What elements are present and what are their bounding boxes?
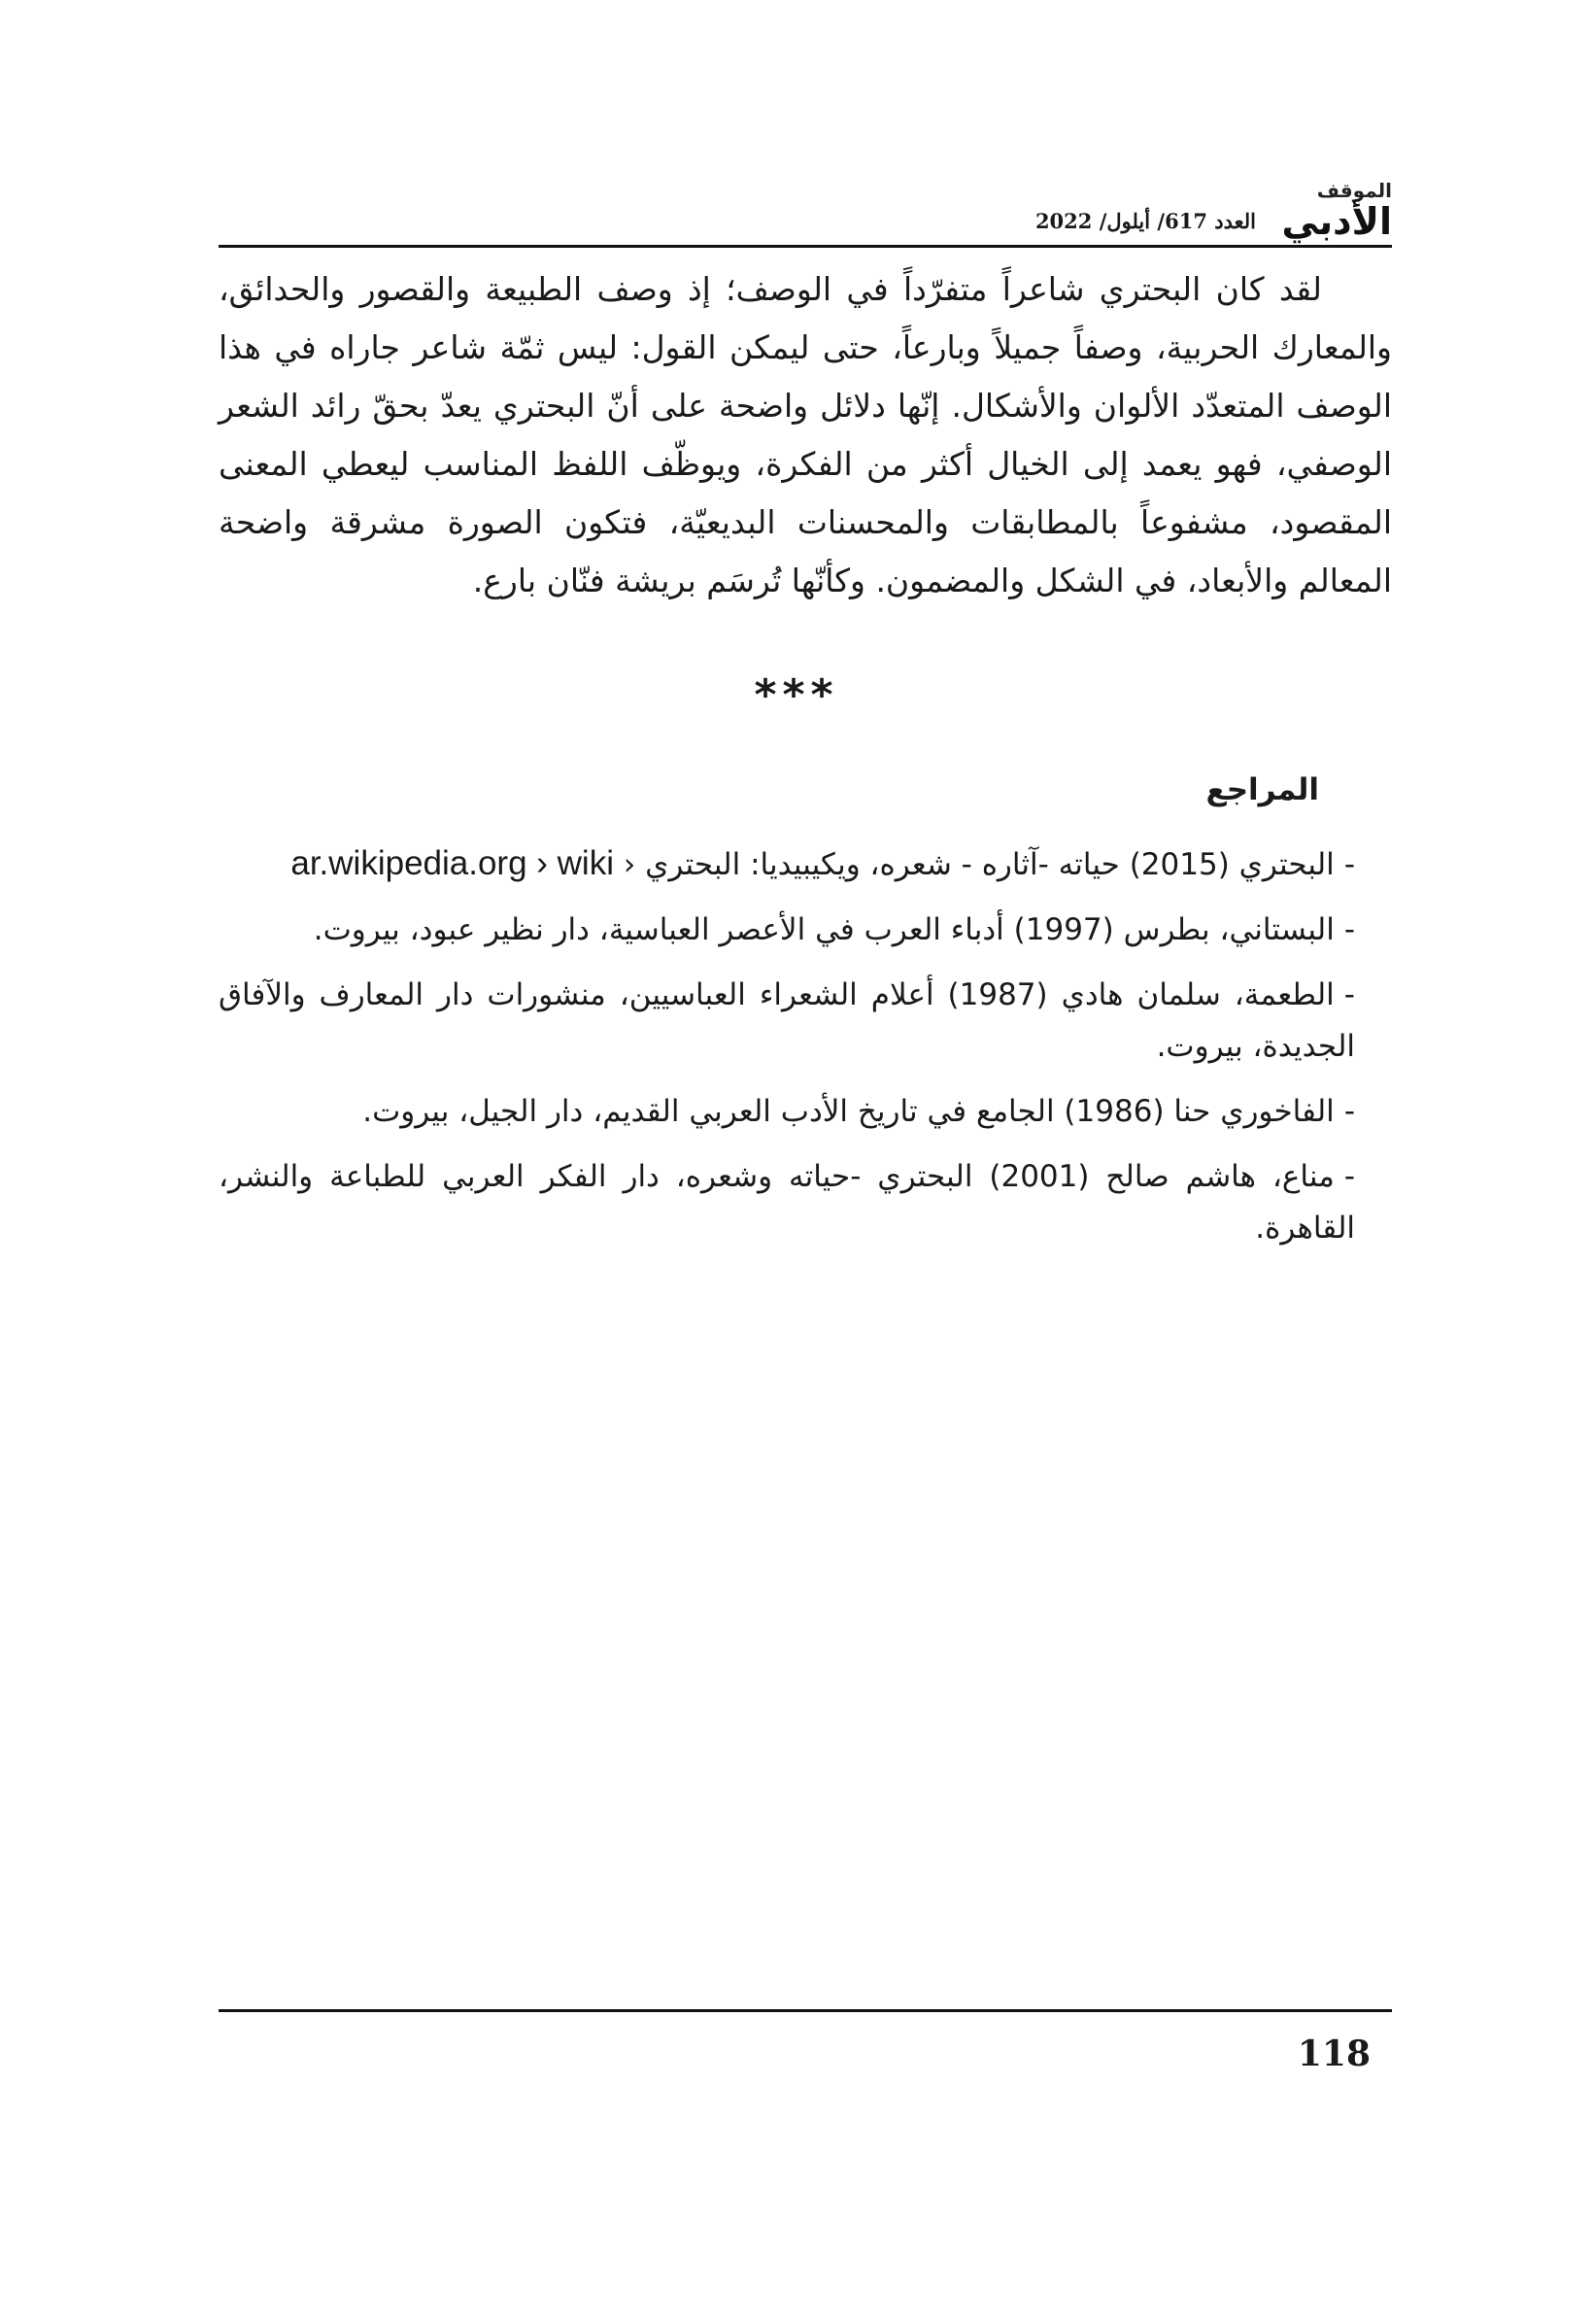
reference-bullet: -	[1343, 1094, 1355, 1129]
header-divider	[219, 245, 1392, 248]
article-paragraph: لقد كان البحتري شاعراً متفرّداً في الوصف؛ إذ وصف الطبيعة والقصور والحدائق، والمعارك الحربية، وصفاً جميلاً وبارعاً، حتى ليمكن القول: ليس ثمّة شاعر جاراه في هذا الوصف المتعدّد الألوان والأشكال. إنّها دلائل واضحة على أنّ البحتري يعدّ بحقّ رائد الشعر الوصفي، فهو يعمد إلى الخيال أكثر من الفكرة، ويوظّف اللفظ المناسب ليعطي المعنى المقصود، مشفوعاً بالمطابقات والمحسنات البديعيّة، فتكون الصورة مشرقة واضحة المعالم والأبعاد، في الشكل والمضمون. وكأنّها تُرسَم بريشة فنّان بارع.	[219, 270, 1392, 599]
reference-item	[219, 1086, 1355, 1138]
references-title: المراجع	[1205, 772, 1319, 807]
reference-bullet: -	[1343, 847, 1355, 882]
article-body	[219, 260, 1392, 610]
reference-text: البستاني، بطرس (1997) أدباء العرب في الأعصر العباسية، دار نظير عبود، بيروت.	[313, 912, 1335, 947]
reference-item	[219, 905, 1355, 956]
reference-url: ar.wikipedia.org › wiki	[290, 844, 614, 882]
reference-bullet: -	[1343, 912, 1355, 947]
logo-top-text: الموقف	[1316, 179, 1392, 202]
magazine-logo	[1275, 180, 1392, 248]
references-list	[219, 837, 1355, 1268]
reference-bullet: -	[1343, 1159, 1355, 1194]
logo-main-text: الأدبي	[1281, 200, 1392, 243]
reference-text: البحتري (2015) حياته -آثاره - شعره، ويكيبيديا: البحتري ‹	[623, 847, 1335, 882]
reference-text: الطعمة، سلمان هادي (1987) أعلام الشعراء العباسيين، منشورات دار المعارف والآفاق الجديدة، بيروت.	[219, 977, 1355, 1064]
page-header	[219, 180, 1392, 250]
reference-item	[219, 970, 1355, 1073]
reference-text: مناع، هاشم صالح (2001) البحتري -حياته وشعره، دار الفكر العربي للطباعة والنشر، القاهرة.	[219, 1159, 1355, 1246]
reference-text: الفاخوري حنا (1986) الجامع في تاريخ الأدب العربي القديم، دار الجيل، بيروت.	[362, 1094, 1335, 1129]
reference-bullet: -	[1343, 977, 1355, 1012]
issue-label: العدد 617/ أيلول/ 2022	[1034, 209, 1256, 233]
reference-item	[219, 837, 1355, 891]
page-number: 118	[1297, 2034, 1371, 2074]
reference-item	[219, 1151, 1355, 1254]
footer-divider	[219, 2009, 1392, 2012]
section-separator: ***	[754, 670, 839, 720]
